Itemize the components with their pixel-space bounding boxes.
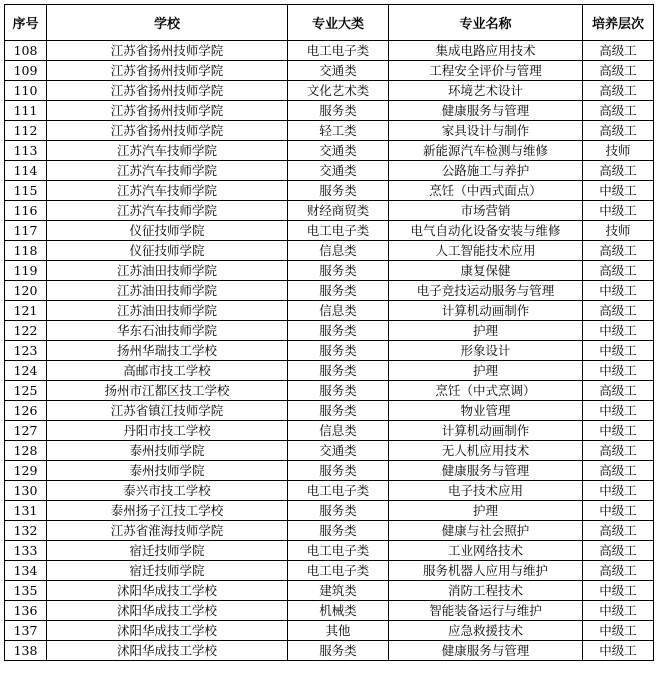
cell-category: 交通类: [288, 61, 389, 81]
cell-index: 108: [5, 41, 47, 61]
cell-major: 智能装备运行与维护: [389, 601, 583, 621]
cell-school: 江苏汽车技师学院: [47, 161, 288, 181]
cell-major: 电气自动化设备安装与维修: [389, 221, 583, 241]
cell-school: 江苏省镇江技师学院: [47, 401, 288, 421]
cell-school: 泰兴市技工学校: [47, 481, 288, 501]
cell-level: 中级工: [583, 421, 654, 441]
cell-index: 115: [5, 181, 47, 201]
cell-major: 烹饪（中西式面点）: [389, 181, 583, 201]
cell-level: 中级工: [583, 481, 654, 501]
cell-category: 服务类: [288, 641, 389, 661]
cell-category: 信息类: [288, 301, 389, 321]
cell-index: 112: [5, 121, 47, 141]
cell-school: 江苏省扬州技师学院: [47, 41, 288, 61]
cell-index: 110: [5, 81, 47, 101]
cell-category: 服务类: [288, 181, 389, 201]
cell-category: 机械类: [288, 601, 389, 621]
cell-category: 服务类: [288, 401, 389, 421]
cell-level: 中级工: [583, 181, 654, 201]
cell-school: 宿迁技师学院: [47, 561, 288, 581]
cell-school: 丹阳市技工学校: [47, 421, 288, 441]
cell-category: 信息类: [288, 241, 389, 261]
cell-category: 电工电子类: [288, 541, 389, 561]
table-row: [5, 301, 654, 321]
cell-major: 健康与社会照护: [389, 521, 583, 541]
cell-school: 江苏省扬州技师学院: [47, 101, 288, 121]
table-row: [5, 541, 654, 561]
cell-major: 健康服务与管理: [389, 461, 583, 481]
cell-school: 沭阳华成技工学校: [47, 581, 288, 601]
cell-major: 工业网络技术: [389, 541, 583, 561]
cell-level: 中级工: [583, 621, 654, 641]
cell-index: 120: [5, 281, 47, 301]
cell-major: 消防工程技术: [389, 581, 583, 601]
table-row: [5, 481, 654, 501]
cell-major: 护理: [389, 321, 583, 341]
cell-major: 电子竞技运动服务与管理: [389, 281, 583, 301]
cell-level: 高级工: [583, 161, 654, 181]
cell-school: 泰州技师学院: [47, 441, 288, 461]
table-row: [5, 281, 654, 301]
table-body: [5, 41, 654, 661]
cell-index: 131: [5, 501, 47, 521]
table-row: [5, 121, 654, 141]
cell-index: 109: [5, 61, 47, 81]
cell-index: 129: [5, 461, 47, 481]
table-row: [5, 461, 654, 481]
cell-major: 应急救援技术: [389, 621, 583, 641]
cell-school: 高邮市技工学校: [47, 361, 288, 381]
cell-category: 服务类: [288, 321, 389, 341]
cell-level: 高级工: [583, 461, 654, 481]
cell-major: 计算机动画制作: [389, 301, 583, 321]
cell-school: 江苏省淮海技师学院: [47, 521, 288, 541]
cell-category: 文化艺术类: [288, 81, 389, 101]
cell-school: 扬州市江都区技工学校: [47, 381, 288, 401]
cell-category: 财经商贸类: [288, 201, 389, 221]
cell-school: 扬州华瑞技工学校: [47, 341, 288, 361]
table-row: [5, 81, 654, 101]
cell-index: 116: [5, 201, 47, 221]
table-row: [5, 441, 654, 461]
table-row: [5, 581, 654, 601]
table-row: [5, 261, 654, 281]
cell-level: 中级工: [583, 501, 654, 521]
cell-major: 烹饪（中式烹调）: [389, 381, 583, 401]
cell-major: 环境艺术设计: [389, 81, 583, 101]
cell-index: 126: [5, 401, 47, 421]
cell-index: 124: [5, 361, 47, 381]
cell-school: 泰州技师学院: [47, 461, 288, 481]
cell-major: 新能源汽车检测与维修: [389, 141, 583, 161]
table-row: [5, 321, 654, 341]
table-row: [5, 61, 654, 81]
cell-level: 中级工: [583, 401, 654, 421]
cell-level: 高级工: [583, 441, 654, 461]
cell-level: 中级工: [583, 361, 654, 381]
table-row: [5, 161, 654, 181]
major-list-table: [4, 4, 654, 661]
cell-school: 江苏油田技师学院: [47, 281, 288, 301]
cell-level: 高级工: [583, 381, 654, 401]
cell-major: 形象设计: [389, 341, 583, 361]
cell-school: 沭阳华成技工学校: [47, 601, 288, 621]
cell-category: 交通类: [288, 141, 389, 161]
cell-school: 江苏汽车技师学院: [47, 141, 288, 161]
cell-level: 高级工: [583, 61, 654, 81]
cell-category: 服务类: [288, 261, 389, 281]
cell-level: 高级工: [583, 561, 654, 581]
table-row: [5, 381, 654, 401]
cell-index: 127: [5, 421, 47, 441]
header-category: 专业大类: [288, 5, 389, 41]
cell-category: 其他: [288, 621, 389, 641]
cell-category: 交通类: [288, 161, 389, 181]
header-school: 学校: [47, 5, 288, 41]
cell-major: 计算机动画制作: [389, 421, 583, 441]
cell-major: 健康服务与管理: [389, 641, 583, 661]
cell-school: 华东石油技师学院: [47, 321, 288, 341]
cell-index: 125: [5, 381, 47, 401]
cell-level: 中级工: [583, 341, 654, 361]
table-row: [5, 421, 654, 441]
header-major: 专业名称: [389, 5, 583, 41]
table-row: [5, 361, 654, 381]
cell-major: 健康服务与管理: [389, 101, 583, 121]
cell-level: 中级工: [583, 641, 654, 661]
cell-index: 118: [5, 241, 47, 261]
table-row: [5, 641, 654, 661]
header-level: 培养层次: [583, 5, 654, 41]
cell-level: 高级工: [583, 81, 654, 101]
cell-index: 128: [5, 441, 47, 461]
cell-category: 服务类: [288, 461, 389, 481]
cell-index: 136: [5, 601, 47, 621]
cell-category: 电工电子类: [288, 221, 389, 241]
table-row: [5, 201, 654, 221]
cell-level: 中级工: [583, 281, 654, 301]
cell-school: 沭阳华成技工学校: [47, 641, 288, 661]
cell-school: 江苏省扬州技师学院: [47, 81, 288, 101]
cell-level: 高级工: [583, 241, 654, 261]
document-page: [4, 4, 654, 661]
cell-category: 服务类: [288, 521, 389, 541]
cell-level: 高级工: [583, 541, 654, 561]
cell-category: 服务类: [288, 361, 389, 381]
header-row: [5, 5, 654, 41]
cell-index: 111: [5, 101, 47, 121]
cell-level: 高级工: [583, 121, 654, 141]
cell-level: 技师: [583, 141, 654, 161]
cell-index: 117: [5, 221, 47, 241]
cell-category: 电工电子类: [288, 561, 389, 581]
table-row: [5, 561, 654, 581]
cell-school: 江苏汽车技师学院: [47, 181, 288, 201]
cell-index: 132: [5, 521, 47, 541]
cell-index: 137: [5, 621, 47, 641]
cell-index: 119: [5, 261, 47, 281]
table-row: [5, 41, 654, 61]
cell-level: 中级工: [583, 321, 654, 341]
cell-school: 江苏油田技师学院: [47, 301, 288, 321]
cell-index: 134: [5, 561, 47, 581]
table-row: [5, 501, 654, 521]
header-index: 序号: [5, 5, 47, 41]
cell-level: 高级工: [583, 521, 654, 541]
cell-level: 中级工: [583, 581, 654, 601]
cell-level: 高级工: [583, 301, 654, 321]
cell-category: 交通类: [288, 441, 389, 461]
cell-school: 仪征技师学院: [47, 241, 288, 261]
cell-index: 133: [5, 541, 47, 561]
cell-major: 市场营销: [389, 201, 583, 221]
table-row: [5, 341, 654, 361]
cell-major: 工程安全评价与管理: [389, 61, 583, 81]
cell-index: 123: [5, 341, 47, 361]
cell-level: 高级工: [583, 101, 654, 121]
table-row: [5, 181, 654, 201]
cell-major: 电子技术应用: [389, 481, 583, 501]
cell-major: 护理: [389, 501, 583, 521]
table-row: [5, 621, 654, 641]
cell-category: 电工电子类: [288, 481, 389, 501]
cell-major: 集成电路应用技术: [389, 41, 583, 61]
table-row: [5, 101, 654, 121]
table-row: [5, 601, 654, 621]
cell-major: 服务机器人应用与维护: [389, 561, 583, 581]
cell-school: 沭阳华成技工学校: [47, 621, 288, 641]
cell-school: 泰州扬子江技工学校: [47, 501, 288, 521]
cell-category: 电工电子类: [288, 41, 389, 61]
table-row: [5, 401, 654, 421]
cell-level: 技师: [583, 221, 654, 241]
cell-index: 135: [5, 581, 47, 601]
cell-major: 护理: [389, 361, 583, 381]
cell-category: 服务类: [288, 341, 389, 361]
cell-category: 服务类: [288, 501, 389, 521]
cell-school: 江苏省扬州技师学院: [47, 61, 288, 81]
cell-index: 122: [5, 321, 47, 341]
table-header: [5, 5, 654, 41]
cell-major: 人工智能技术应用: [389, 241, 583, 261]
cell-index: 130: [5, 481, 47, 501]
cell-category: 服务类: [288, 101, 389, 121]
cell-category: 服务类: [288, 281, 389, 301]
cell-major: 公路施工与养护: [389, 161, 583, 181]
cell-school: 仪征技师学院: [47, 221, 288, 241]
table-row: [5, 521, 654, 541]
table-row: [5, 241, 654, 261]
table-row: [5, 221, 654, 241]
cell-major: 家具设计与制作: [389, 121, 583, 141]
cell-school: 江苏油田技师学院: [47, 261, 288, 281]
cell-index: 121: [5, 301, 47, 321]
table-row: [5, 141, 654, 161]
cell-major: 康复保健: [389, 261, 583, 281]
cell-index: 114: [5, 161, 47, 181]
cell-category: 服务类: [288, 381, 389, 401]
cell-category: 信息类: [288, 421, 389, 441]
cell-category: 建筑类: [288, 581, 389, 601]
cell-school: 宿迁技师学院: [47, 541, 288, 561]
cell-index: 138: [5, 641, 47, 661]
cell-school: 江苏省扬州技师学院: [47, 121, 288, 141]
cell-level: 中级工: [583, 201, 654, 221]
cell-school: 江苏汽车技师学院: [47, 201, 288, 221]
cell-major: 物业管理: [389, 401, 583, 421]
cell-major: 无人机应用技术: [389, 441, 583, 461]
cell-level: 高级工: [583, 41, 654, 61]
cell-index: 113: [5, 141, 47, 161]
cell-level: 中级工: [583, 601, 654, 621]
cell-category: 轻工类: [288, 121, 389, 141]
cell-level: 高级工: [583, 261, 654, 281]
